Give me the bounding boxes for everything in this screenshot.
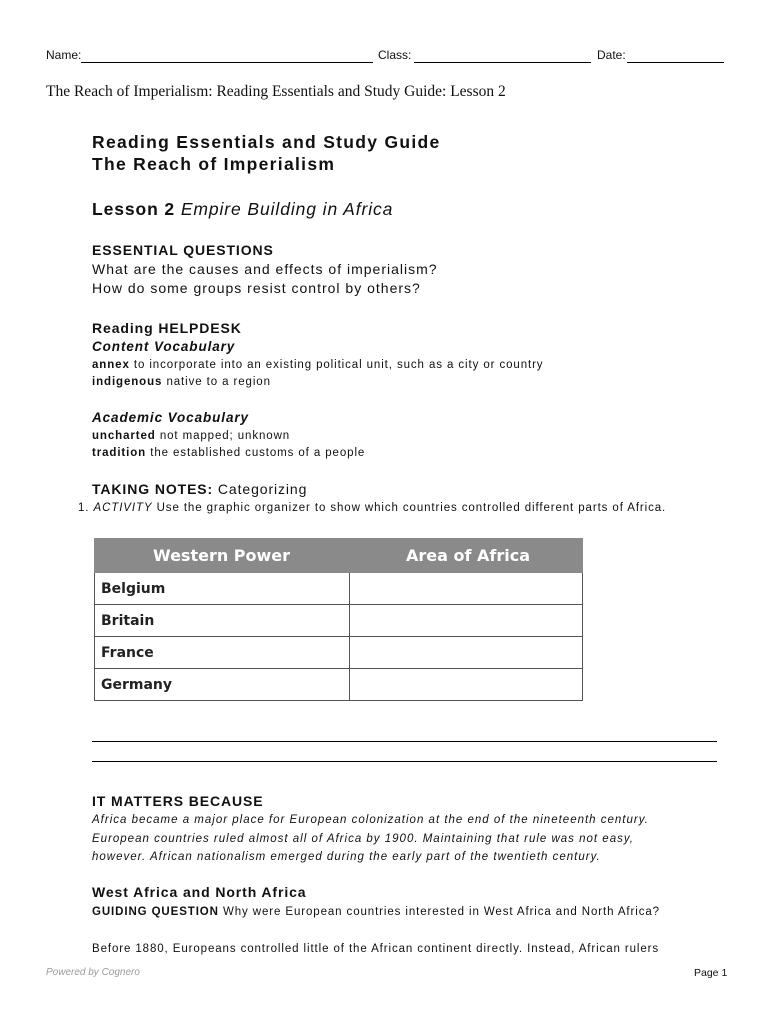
document-subtitle: The Reach of Imperialism: Reading Essentials and Study Guide: Lesson 2 (46, 83, 506, 100)
table-row (95, 637, 583, 669)
area-answer-cell[interactable] (350, 605, 583, 637)
activity-number: 1. (78, 502, 90, 514)
column-header-area-of-africa: Area of Africa (350, 539, 583, 573)
vocab-definition: the established customs of a people (150, 447, 366, 459)
vocab-term: uncharted (92, 430, 156, 442)
guiding-question (92, 906, 660, 918)
answer-line[interactable] (92, 741, 717, 742)
graphic-organizer-table (94, 538, 583, 701)
powered-by-footer: Powered by Cognero (46, 967, 140, 978)
guiding-question-label: GUIDING QUESTION (92, 906, 219, 918)
it-matters-line2: European countries ruled almost all of Africa by 1900. Maintaining that rule was not easy, (92, 833, 634, 845)
vocab-item (92, 359, 543, 371)
guiding-question-text: Why were European countries interested in West Africa and North Africa? (222, 906, 660, 918)
answer-line[interactable] (92, 761, 717, 762)
western-power-cell: Britain (95, 605, 350, 637)
vocab-definition: to incorporate into an existing political unit, such as a city or country (133, 359, 544, 371)
helpdesk-heading: Reading HELPDESK (92, 320, 242, 336)
western-power-cell: France (95, 637, 350, 669)
area-answer-cell[interactable] (350, 669, 583, 701)
vocab-item (92, 376, 271, 388)
activity-instruction (78, 502, 666, 514)
date-field[interactable] (627, 62, 724, 63)
taking-notes-heading (92, 481, 307, 497)
academic-vocab-heading: Academic Vocabulary (92, 410, 249, 425)
activity-label: ACTIVITY (93, 502, 153, 514)
lesson-label: Lesson 2 (92, 199, 176, 219)
area-answer-cell[interactable] (350, 637, 583, 669)
column-header-western-power: Western Power (95, 539, 350, 573)
vocab-definition: native to a region (166, 376, 271, 388)
western-power-cell: Germany (95, 669, 350, 701)
table-row (95, 669, 583, 701)
it-matters-line3: however. African nationalism emerged during the early part of the twentieth century. (92, 851, 601, 863)
west-africa-heading: West Africa and North Africa (92, 884, 307, 900)
table-row (95, 573, 583, 605)
content-vocab-heading: Content Vocabulary (92, 339, 236, 354)
date-label: Date: (597, 48, 626, 62)
page-number: Page 1 (694, 967, 728, 979)
vocab-term: annex (92, 359, 130, 371)
table-row (95, 605, 583, 637)
lesson-name: Empire Building in Africa (180, 199, 394, 219)
vocab-item (92, 430, 290, 442)
it-matters-line1: Africa became a major place for European colonization at the end of the nineteenth century. (92, 814, 649, 826)
essential-question-1: What are the causes and effects of imperialism? (92, 261, 438, 277)
essential-question-2: How do some groups resist control by others? (92, 280, 421, 296)
taking-notes-label: TAKING NOTES: (92, 481, 214, 497)
activity-text: Use the graphic organizer to show which countries controlled different parts of Africa. (156, 502, 667, 514)
western-power-cell: Belgium (95, 573, 350, 605)
name-field[interactable] (81, 62, 373, 63)
page-title-line2: The Reach of Imperialism (92, 154, 336, 174)
taking-notes-type: Categorizing (217, 481, 308, 497)
vocab-item (92, 447, 365, 459)
name-label: Name: (46, 48, 82, 62)
class-field[interactable] (414, 62, 591, 63)
essential-questions-heading: ESSENTIAL QUESTIONS (92, 242, 274, 258)
class-label: Class: (378, 48, 412, 62)
table-header-row (95, 539, 583, 573)
it-matters-heading: IT MATTERS BECAUSE (92, 793, 264, 809)
vocab-term: tradition (92, 447, 147, 459)
body-paragraph: Before 1880, Europeans controlled little of the African continent directly. Instead, African rulers (92, 943, 660, 955)
vocab-definition: not mapped; unknown (159, 430, 291, 442)
page-title-line1: Reading Essentials and Study Guide (92, 132, 441, 152)
vocab-term: indigenous (92, 376, 163, 388)
area-answer-cell[interactable] (350, 573, 583, 605)
lesson-heading (92, 199, 393, 220)
